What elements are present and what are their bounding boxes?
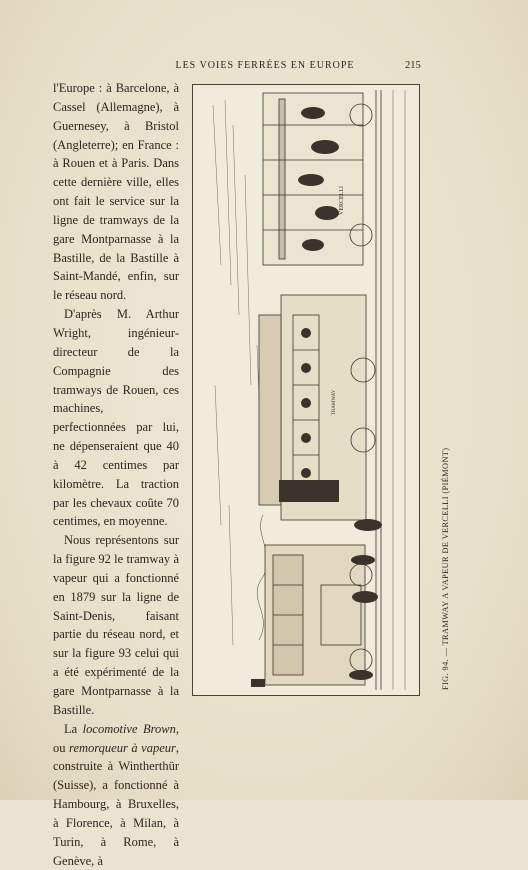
paragraph-4-italic-locomotive: locomotive Brown [82,721,176,736]
closed-passenger-car [259,295,375,520]
page-number: 215 [405,60,421,71]
tramway-engraving-figure [192,84,420,696]
figure-caption: FIG. 94. — TRAMWAY A VAPEUR DE VERCELLI (PIÉMONT) [441,447,450,690]
car-lettering-tramway: TRAMWAY [332,389,337,415]
tramway-engraving-illustration [193,85,419,695]
paragraph-4 [53,720,179,870]
paragraph-4-lead: La [64,721,83,736]
car-lettering-vercelli: VERCELLI [339,186,345,215]
paragraph-3: Nous représentons sur la figure 92 le tramway à vapeur qui a fonctionné en 1879 sur la ligne de Saint-Denis, faisant partie du réseau nord, et sur la figure 93 celui qui a été expérimenté de la gare Montparnasse à la Bastille. [53,533,179,717]
body-text-column [53,79,179,870]
running-title: LES VOIES FERRÉES EN EUROPE [175,60,355,71]
open-passenger-car [263,93,372,265]
steam-tram-locomotive [251,545,372,687]
paragraph-4-italic-remorqueur: remorqueur à vapeur [69,740,176,755]
paragraph-1: l'Europe : à Barcelone, à Cassel (Allemagne), à Guernesey, à Bristol (Angleterre); en France : à Rouen et à Paris. Dans cette dernière ville, elles ont fait le service sur la ligne de tramways de la gare Montparnasse à la Bastille, de la Bastille à Saint-Mandé, enfin, sur le réseau nord. [53,81,179,303]
paragraph-4-mid: , ou [53,721,179,755]
paragraph-2: D'après M. Arthur Wright, ingénieur-directeur de la Compagnie des tramways de Rouen, ces machines, perfectionnées par lui, ne dépenseraient que 40 à 42 centimes par kilomètre. La traction par les chevaux coûte 70 centimes, en moyenne. [53,307,179,529]
paragraph-4-rest: , construite à Wintherthür (Suisse), a fonctionné à Hambourg, à Bruxelles, à Florence, à Milan, à Turin, à Rome, à Genève, à [53,740,180,868]
figure-caption-block [429,300,450,700]
